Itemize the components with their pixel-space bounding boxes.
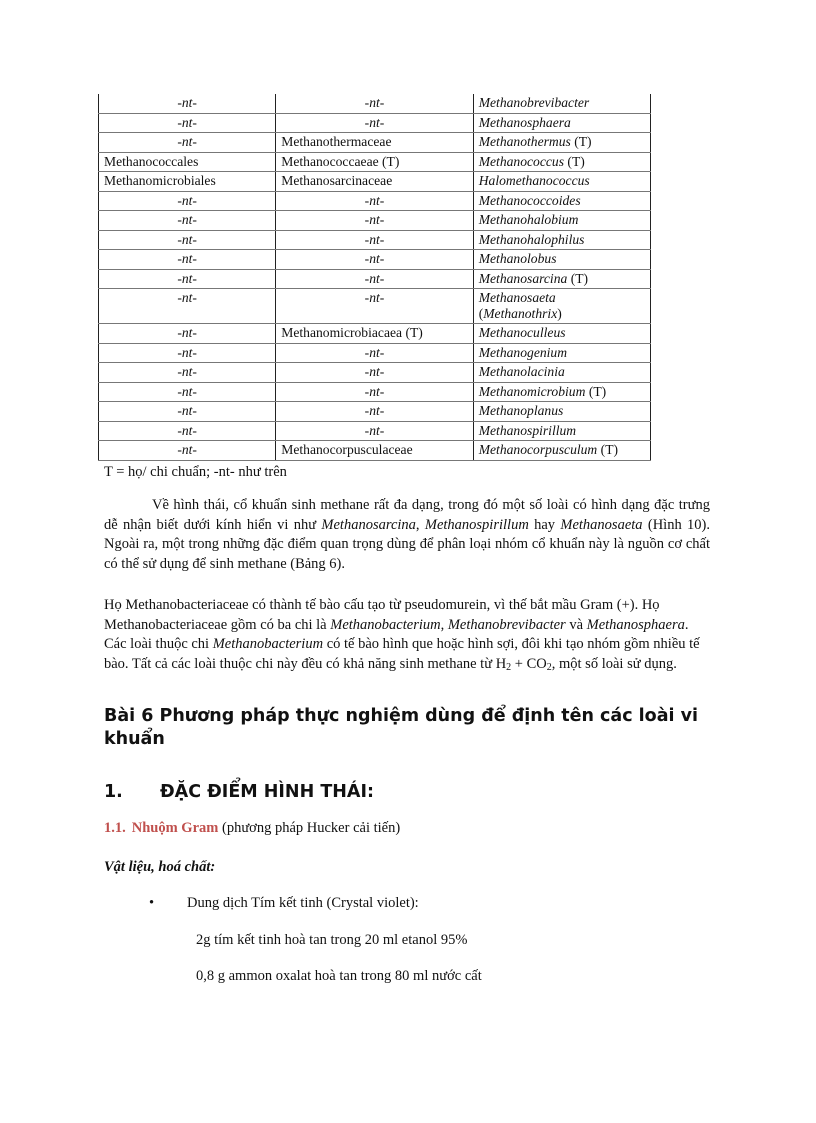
table-row: [99, 191, 651, 211]
genus-cell: [473, 191, 650, 211]
genus-name: Halomethanococcus: [478, 173, 590, 188]
family-cell: -nt-: [276, 343, 473, 363]
table-row: [99, 382, 651, 402]
family-cell: Methanococcaeae (T): [276, 152, 473, 172]
genus-cell: [473, 343, 650, 363]
lesson-heading: Bài 6 Phương pháp thực nghiệm dùng để định tên các loài vi khuẩn: [104, 706, 699, 749]
genus-cell: [473, 94, 650, 113]
taxonomy-table: [98, 94, 651, 461]
genus-name: Methanosphaera: [478, 114, 571, 130]
genus-name: Methanogenium: [478, 344, 568, 360]
family-cell: Methanomicrobiacaea (T): [276, 324, 473, 344]
genus-cell: [473, 152, 650, 172]
genus-synonym: Methanothrix: [483, 305, 558, 321]
table-row: [99, 152, 651, 172]
bullet-item: Dung dịch Tím kết tinh (Crystal violet):: [187, 895, 419, 911]
table-row: [99, 269, 651, 289]
section-number: 1.: [104, 782, 123, 802]
order-cell: -nt-: [99, 324, 276, 344]
genus-cell: [473, 211, 650, 231]
genus-cell: Methanosaeta (Methanothrix): [473, 289, 650, 324]
order-cell: -nt-: [99, 421, 276, 441]
order-cell: -nt-: [99, 191, 276, 211]
order-cell: -nt-: [99, 113, 276, 133]
family-cell: -nt-: [276, 382, 473, 402]
paragraph-methanobacteriaceae: Họ Methanobacteriaceae có thành tế bào cấu tạo từ pseudomurein, vì thế bắt mầu Gram (+). Họ Methanobacteriaceae gồm có ba chi là Methanobacterium, Methanobrevibacter và Methanosphaera. Các loài thuộc chi Methanobacterium có tế bào hình que hoặc hình sợi, đôi khi tạo nhóm gồm nhiều tế bào. Tất cả các loài thuộc chi này đều có khả năng sinh methane từ $H_2 + CO_2$, một số loài sử dụng.: [104, 597, 700, 673]
genus-name: Methanobrevibacter: [478, 95, 590, 110]
table-row: [99, 343, 651, 363]
genus-name: Methanosarcina: [478, 270, 568, 286]
genus-type-marker: (T): [564, 153, 585, 169]
family-cell: -nt-: [276, 269, 473, 289]
family-cell: -nt-: [276, 250, 473, 270]
subsection-heading: [104, 820, 400, 837]
table-row: [99, 289, 651, 324]
table-row: [99, 363, 651, 383]
subsection-title: Nhuộm Gram: [131, 820, 219, 836]
genus-name: Methanohalobium: [478, 212, 579, 227]
genus-name: Methanococcoides: [478, 192, 581, 208]
order-cell: -nt-: [99, 211, 276, 231]
genus-cell: [473, 421, 650, 441]
genus-name: Methanospirillum: [478, 422, 577, 438]
genus-name: Methanolobus: [478, 251, 557, 266]
genus-type-marker: (T): [585, 383, 607, 399]
order-cell: Methanomicrobiales: [99, 172, 276, 192]
order-cell: -nt-: [99, 363, 276, 383]
table-row: [99, 94, 651, 113]
genus-name: Methanothermus: [478, 134, 571, 149]
section-title: ĐẶC ĐIỂM HÌNH THÁI:: [160, 782, 374, 802]
subsection-number: 1.1.: [104, 820, 126, 836]
order-cell: -nt-: [99, 289, 276, 324]
order-cell: -nt-: [99, 382, 276, 402]
genus-name: Methanoculleus: [478, 325, 566, 340]
genus-cell: [473, 269, 650, 289]
bullet-icon: •: [149, 895, 155, 911]
materials-label: Vật liệu, hoá chất:: [104, 859, 216, 875]
genus-name: Methanomicrobium: [478, 383, 586, 399]
family-cell: -nt-: [276, 289, 473, 324]
genus-name: Methanosaeta: [478, 290, 556, 305]
order-cell: -nt-: [99, 402, 276, 422]
order-cell: -nt-: [99, 230, 276, 250]
subsection-note: (phương pháp Hucker cải tiến): [218, 820, 401, 836]
family-cell: -nt-: [276, 230, 473, 250]
table-row: [99, 133, 651, 153]
table-row: [99, 211, 651, 231]
genus-cell: [473, 113, 650, 133]
genus-cell: [473, 441, 650, 461]
family-cell: -nt-: [276, 363, 473, 383]
section-heading: [104, 782, 374, 802]
table-footnote: T = họ/ chi chuẩn; -nt- như trên: [104, 464, 287, 480]
genus-type-marker: (T): [570, 134, 592, 149]
genus-cell: [473, 382, 650, 402]
order-cell: -nt-: [99, 133, 276, 153]
paragraph-morphology: Về hình thái, cổ khuẩn sinh methane rất đa dạng, trong đó một số loài có hình dạng đặc trưng dễ nhận biết dưới kính hiển vi như Methanosarcina, Methanospirillum hay Methanosaeta (Hình 10). Ngoài ra, một trong những đặc điểm quan trọng dùng để phân loại nhóm cổ khuẩn này là nguồn cơ chất có thể sử dụng để sinh methane (Bảng 6).: [104, 497, 710, 572]
family-cell: -nt-: [276, 402, 473, 422]
table-row: [99, 324, 651, 344]
genus-cell: [473, 250, 650, 270]
genus-cell: [473, 230, 650, 250]
order-cell: -nt-: [99, 94, 276, 113]
recipe-line-1: 2g tím kết tinh hoà tan trong 20 ml etanol 95%: [196, 932, 468, 948]
genus-name: Methanohalophilus: [478, 231, 585, 247]
taxonomy-table-body: [99, 94, 651, 460]
genus-name: Methanoplanus: [478, 403, 564, 418]
genus-type-marker: (T): [567, 270, 589, 286]
genus-name: Methanocorpusculum: [478, 442, 598, 457]
table-row: [99, 172, 651, 192]
table-row: [99, 441, 651, 461]
genus-cell: [473, 402, 650, 422]
order-cell: Methanococcales: [99, 152, 276, 172]
family-cell: Methanocorpusculaceae: [276, 441, 473, 461]
order-cell: -nt-: [99, 250, 276, 270]
family-cell: -nt-: [276, 421, 473, 441]
table-row: [99, 113, 651, 133]
order-cell: -nt-: [99, 441, 276, 461]
genus-cell: [473, 172, 650, 192]
table-row: [99, 421, 651, 441]
table-row: [99, 402, 651, 422]
genus-name: Methanolacinia: [478, 364, 565, 379]
family-cell: -nt-: [276, 94, 473, 113]
genus-cell: [473, 133, 650, 153]
recipe-line-2: 0,8 g ammon oxalat hoà tan trong 80 ml nước cất: [196, 968, 482, 984]
table-row: [99, 250, 651, 270]
order-cell: -nt-: [99, 269, 276, 289]
genus-name: Methanococcus: [478, 153, 565, 169]
family-cell: -nt-: [276, 191, 473, 211]
table-row: [99, 230, 651, 250]
order-cell: -nt-: [99, 343, 276, 363]
genus-cell: [473, 324, 650, 344]
family-cell: Methanothermaceae: [276, 133, 473, 153]
family-cell: Methanosarcinaceae: [276, 172, 473, 192]
genus-cell: [473, 363, 650, 383]
family-cell: -nt-: [276, 113, 473, 133]
genus-type-marker: (T): [597, 442, 619, 457]
family-cell: -nt-: [276, 211, 473, 231]
